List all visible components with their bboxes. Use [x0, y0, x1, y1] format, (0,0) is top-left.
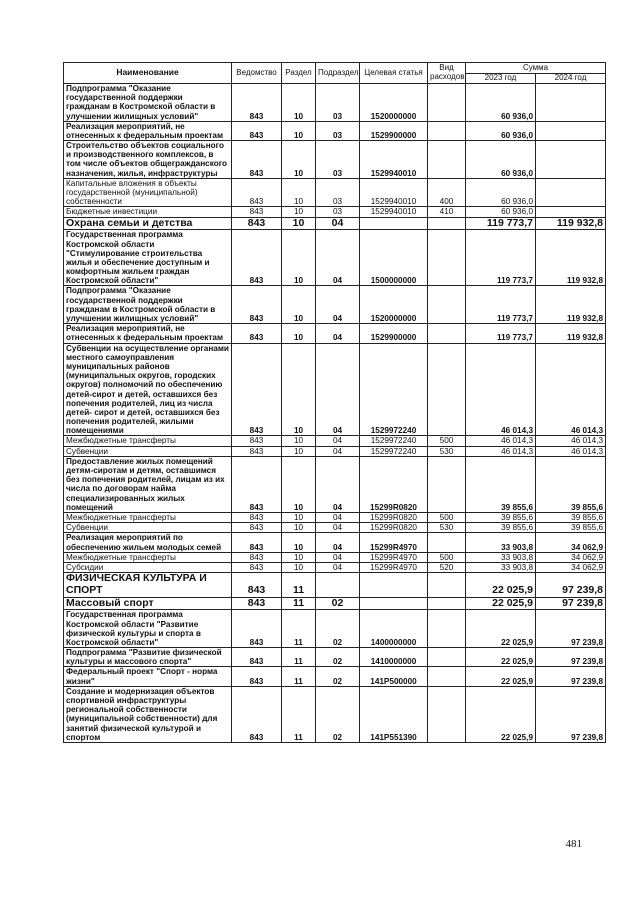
- cell-expense: [428, 533, 466, 552]
- cell-target: 1529940010: [360, 178, 428, 207]
- cell-name: Реализация мероприятий по обеспечению жильем молодых семей: [64, 533, 232, 552]
- table-row: [64, 552, 606, 562]
- cell-dept: 843: [232, 573, 282, 598]
- cell-name: Межбюджетные трансферты: [64, 512, 232, 522]
- header-year-2023: 2023 год: [466, 74, 536, 84]
- cell-expense: [428, 573, 466, 598]
- cell-expense: [428, 610, 466, 648]
- cell-sum-2024: [536, 121, 606, 140]
- cell-subsection: 03: [316, 141, 360, 179]
- cell-subsection: 02: [316, 686, 360, 742]
- header-section: Раздел: [282, 63, 316, 84]
- cell-subsection: 04: [316, 512, 360, 522]
- cell-subsection: 02: [316, 610, 360, 648]
- cell-dept: 843: [232, 436, 282, 446]
- cell-subsection: 03: [316, 121, 360, 140]
- budget-table: [63, 62, 606, 743]
- cell-subsection: 03: [316, 83, 360, 121]
- cell-sum-2024: [536, 207, 606, 217]
- cell-section: 11: [282, 610, 316, 648]
- header-name: Наименование: [64, 63, 232, 84]
- cell-sum-2023: 33 903,8: [466, 552, 536, 562]
- cell-sum-2024: 119 932,8: [536, 286, 606, 324]
- cell-sum-2024: 119 932,8: [536, 217, 606, 230]
- cell-subsection: 04: [316, 456, 360, 512]
- cell-expense: [428, 456, 466, 512]
- cell-expense: [428, 83, 466, 121]
- cell-target: 1410000000: [360, 648, 428, 667]
- cell-sum-2024: 34 062,9: [536, 552, 606, 562]
- cell-expense: [428, 324, 466, 343]
- cell-sum-2024: 97 239,8: [536, 610, 606, 648]
- table-row: [64, 573, 606, 598]
- cell-name: Субвенции: [64, 523, 232, 533]
- cell-expense: [428, 343, 466, 436]
- cell-sum-2024: 46 014,3: [536, 343, 606, 436]
- cell-dept: 843: [232, 324, 282, 343]
- cell-section: 10: [282, 141, 316, 179]
- cell-section: 10: [282, 512, 316, 522]
- header-subsection: Подраздел: [316, 63, 360, 84]
- table-row: [64, 230, 606, 286]
- cell-name: Субвенции на осуществление органами местного самоуправления муниципальных районов (муниципальных округов, городских округов) полномочий по обеспечению детей-сирот и детей, оставшихся без попечения родителей, лиц из числа детей- сирот и детей, оставшихся без попечения родителей, жилыми помещениями: [64, 343, 232, 436]
- cell-sum-2024: 97 239,8: [536, 597, 606, 610]
- cell-section: 10: [282, 523, 316, 533]
- table-row: [64, 178, 606, 207]
- cell-sum-2024: 39 855,6: [536, 512, 606, 522]
- cell-expense: 500: [428, 552, 466, 562]
- cell-section: 10: [282, 207, 316, 217]
- cell-dept: 843: [232, 562, 282, 572]
- cell-dept: 843: [232, 121, 282, 140]
- cell-target: 1529940010: [360, 141, 428, 179]
- cell-sum-2023: 60 936,0: [466, 178, 536, 207]
- table-row: [64, 533, 606, 552]
- cell-sum-2023: 60 936,0: [466, 207, 536, 217]
- cell-target: 1520000000: [360, 83, 428, 121]
- cell-dept: 843: [232, 141, 282, 179]
- cell-sum-2024: 119 932,8: [536, 324, 606, 343]
- cell-expense: [428, 121, 466, 140]
- cell-expense: [428, 686, 466, 742]
- cell-sum-2024: 97 239,8: [536, 686, 606, 742]
- cell-target: 15299R4970: [360, 562, 428, 572]
- header-year-2024: 2024 год: [536, 74, 606, 84]
- cell-dept: 843: [232, 230, 282, 286]
- cell-target: 1400000000: [360, 610, 428, 648]
- cell-subsection: 04: [316, 446, 360, 456]
- cell-section: 10: [282, 436, 316, 446]
- cell-sum-2024: 97 239,8: [536, 573, 606, 598]
- table-row: [64, 686, 606, 742]
- cell-section: 11: [282, 597, 316, 610]
- table-row: [64, 667, 606, 686]
- cell-section: 10: [282, 217, 316, 230]
- cell-dept: 843: [232, 533, 282, 552]
- cell-sum-2024: 39 855,6: [536, 456, 606, 512]
- cell-subsection: 04: [316, 217, 360, 230]
- cell-sum-2023: 119 773,7: [466, 324, 536, 343]
- cell-section: 10: [282, 552, 316, 562]
- cell-target: [360, 573, 428, 598]
- table-header: [64, 63, 606, 84]
- table-row: [64, 324, 606, 343]
- page-number: 481: [565, 838, 582, 850]
- cell-sum-2023: 60 936,0: [466, 83, 536, 121]
- cell-name: Капитальные вложения в объекты государственной (муниципальной) собственности: [64, 178, 232, 207]
- table-row: [64, 648, 606, 667]
- cell-subsection: 04: [316, 324, 360, 343]
- table-row: [64, 523, 606, 533]
- cell-target: 1529972240: [360, 446, 428, 456]
- cell-expense: [428, 217, 466, 230]
- cell-sum-2024: 97 239,8: [536, 667, 606, 686]
- table-row: [64, 597, 606, 610]
- cell-expense: [428, 230, 466, 286]
- table-row: [64, 141, 606, 179]
- cell-sum-2024: [536, 141, 606, 179]
- cell-sum-2023: 46 014,3: [466, 436, 536, 446]
- cell-name: Федеральный проект "Спорт - норма жизни": [64, 667, 232, 686]
- cell-sum-2023: 39 855,6: [466, 523, 536, 533]
- cell-subsection: 04: [316, 230, 360, 286]
- cell-section: 10: [282, 286, 316, 324]
- cell-dept: 843: [232, 446, 282, 456]
- table-row: [64, 286, 606, 324]
- cell-sum-2024: 97 239,8: [536, 648, 606, 667]
- cell-sum-2024: 34 062,9: [536, 533, 606, 552]
- cell-sum-2023: 119 773,7: [466, 230, 536, 286]
- cell-section: 10: [282, 83, 316, 121]
- cell-sum-2023: 119 773,7: [466, 217, 536, 230]
- header-expense: Вид расходов: [428, 63, 466, 84]
- cell-name: Создание и модернизация объектов спортивной инфраструктуры региональной собственности (муниципальной собственности) для занятий физической культурой и спортом: [64, 686, 232, 742]
- cell-name: Государственная программа Костромской области "Развитие физической культуры и спорта в Костромской области": [64, 610, 232, 648]
- cell-subsection: 04: [316, 523, 360, 533]
- header-target: Целевая статья: [360, 63, 428, 84]
- cell-target: 141P500000: [360, 667, 428, 686]
- cell-sum-2023: 22 025,9: [466, 667, 536, 686]
- cell-subsection: 04: [316, 562, 360, 572]
- cell-name: Подпрограмма "Оказание государственной поддержки гражданам в Костромской области в улучшении жилищных условий": [64, 83, 232, 121]
- cell-sum-2023: 33 903,8: [466, 562, 536, 572]
- cell-sum-2024: 39 855,6: [536, 523, 606, 533]
- table-row: [64, 83, 606, 121]
- cell-expense: [428, 667, 466, 686]
- cell-target: 15299R4970: [360, 552, 428, 562]
- cell-expense: 500: [428, 512, 466, 522]
- cell-expense: [428, 648, 466, 667]
- cell-subsection: 04: [316, 343, 360, 436]
- cell-name: Подпрограмма "Оказание государственной поддержки гражданам в Костромской области в улучшении жилищных условий": [64, 286, 232, 324]
- cell-sum-2024: [536, 83, 606, 121]
- table-row: [64, 512, 606, 522]
- cell-expense: [428, 141, 466, 179]
- cell-name: Реализация мероприятий, не отнесенных к федеральным проектам: [64, 121, 232, 140]
- cell-dept: 843: [232, 178, 282, 207]
- table-row: [64, 436, 606, 446]
- cell-name: Охрана семьи и детства: [64, 217, 232, 230]
- cell-dept: 843: [232, 343, 282, 436]
- cell-subsection: 04: [316, 436, 360, 446]
- cell-subsection: 02: [316, 597, 360, 610]
- cell-subsection: 04: [316, 533, 360, 552]
- cell-dept: 843: [232, 217, 282, 230]
- cell-subsection: 02: [316, 648, 360, 667]
- cell-sum-2023: 39 855,6: [466, 456, 536, 512]
- cell-name: Массовый спорт: [64, 597, 232, 610]
- cell-subsection: 03: [316, 207, 360, 217]
- cell-target: 1529940010: [360, 207, 428, 217]
- table-row: [64, 121, 606, 140]
- table-row: [64, 456, 606, 512]
- table-body: [64, 83, 606, 742]
- cell-target: 1529972240: [360, 436, 428, 446]
- cell-section: 10: [282, 121, 316, 140]
- cell-name: Субсидии: [64, 562, 232, 572]
- cell-sum-2023: 46 014,3: [466, 343, 536, 436]
- cell-sum-2023: 119 773,7: [466, 286, 536, 324]
- header-dept: Ведомство: [232, 63, 282, 84]
- cell-name: Межбюджетные трансферты: [64, 552, 232, 562]
- cell-section: 10: [282, 343, 316, 436]
- cell-sum-2024: 119 932,8: [536, 230, 606, 286]
- cell-sum-2023: 39 855,6: [466, 512, 536, 522]
- cell-dept: 843: [232, 83, 282, 121]
- cell-expense: [428, 286, 466, 324]
- cell-sum-2023: 22 025,9: [466, 597, 536, 610]
- cell-target: 15299R0820: [360, 456, 428, 512]
- cell-sum-2024: 34 062,9: [536, 562, 606, 572]
- cell-expense: 500: [428, 436, 466, 446]
- cell-name: Субвенции: [64, 446, 232, 456]
- cell-sum-2023: 60 936,0: [466, 141, 536, 179]
- cell-dept: 843: [232, 456, 282, 512]
- cell-name: ФИЗИЧЕСКАЯ КУЛЬТУРА И СПОРТ: [64, 573, 232, 598]
- cell-sum-2023: 22 025,9: [466, 573, 536, 598]
- cell-expense: 400: [428, 178, 466, 207]
- cell-target: 1520000000: [360, 286, 428, 324]
- cell-name: Государственная программа Костромской области "Стимулирование строительства жилья и обеспечение доступным и комфортным жильем граждан Костромской области": [64, 230, 232, 286]
- cell-section: 11: [282, 686, 316, 742]
- cell-target: [360, 597, 428, 610]
- cell-target: 15299R0820: [360, 512, 428, 522]
- cell-expense: 520: [428, 562, 466, 572]
- cell-dept: 843: [232, 523, 282, 533]
- cell-dept: 843: [232, 667, 282, 686]
- cell-target: 1529900000: [360, 121, 428, 140]
- cell-subsection: [316, 573, 360, 598]
- table-row: [64, 562, 606, 572]
- table-row: [64, 207, 606, 217]
- cell-expense: 410: [428, 207, 466, 217]
- cell-name: Бюджетные инвестиции: [64, 207, 232, 217]
- cell-section: 11: [282, 648, 316, 667]
- header-sum: Сумма: [466, 63, 606, 74]
- table-row: [64, 217, 606, 230]
- table-row: [64, 446, 606, 456]
- cell-sum-2023: 46 014,3: [466, 446, 536, 456]
- cell-sum-2023: 22 025,9: [466, 648, 536, 667]
- cell-sum-2023: 60 936,0: [466, 121, 536, 140]
- cell-name: Строительство объектов социального и производственного комплексов, в том числе объектов общегражданского назначения, жилья, инфраструктуры: [64, 141, 232, 179]
- cell-section: 10: [282, 230, 316, 286]
- cell-expense: [428, 597, 466, 610]
- cell-subsection: 02: [316, 667, 360, 686]
- cell-target: [360, 217, 428, 230]
- table-row: [64, 343, 606, 436]
- cell-target: 15299R0820: [360, 523, 428, 533]
- cell-expense: 530: [428, 446, 466, 456]
- cell-dept: 843: [232, 648, 282, 667]
- cell-section: 10: [282, 178, 316, 207]
- cell-name: Реализация мероприятий, не отнесенных к федеральным проектам: [64, 324, 232, 343]
- cell-dept: 843: [232, 286, 282, 324]
- cell-subsection: 04: [316, 552, 360, 562]
- cell-sum-2023: 22 025,9: [466, 686, 536, 742]
- cell-name: Подпрограмма "Развитие физической культуры и массового спорта": [64, 648, 232, 667]
- cell-target: 1529900000: [360, 324, 428, 343]
- cell-sum-2024: [536, 178, 606, 207]
- cell-dept: 843: [232, 207, 282, 217]
- cell-sum-2024: 46 014,3: [536, 446, 606, 456]
- cell-name: Межбюджетные трансферты: [64, 436, 232, 446]
- cell-subsection: 03: [316, 178, 360, 207]
- cell-section: 10: [282, 456, 316, 512]
- cell-target: 141P551390: [360, 686, 428, 742]
- cell-section: 11: [282, 573, 316, 598]
- cell-dept: 843: [232, 610, 282, 648]
- cell-target: 15299R4970: [360, 533, 428, 552]
- cell-section: 10: [282, 562, 316, 572]
- cell-section: 10: [282, 324, 316, 343]
- cell-dept: 843: [232, 597, 282, 610]
- cell-dept: 843: [232, 512, 282, 522]
- cell-dept: 843: [232, 686, 282, 742]
- cell-section: 11: [282, 667, 316, 686]
- cell-section: 10: [282, 533, 316, 552]
- cell-expense: 530: [428, 523, 466, 533]
- cell-name: Предоставление жилых помещений детям-сиротам и детям, оставшимся без попечения родителей, лицам из их числа по договорам найма специализированных жилых помещений: [64, 456, 232, 512]
- cell-sum-2023: 33 903,8: [466, 533, 536, 552]
- cell-sum-2023: 22 025,9: [466, 610, 536, 648]
- table-row: [64, 610, 606, 648]
- cell-target: 1500000000: [360, 230, 428, 286]
- cell-section: 10: [282, 446, 316, 456]
- cell-subsection: 04: [316, 286, 360, 324]
- cell-dept: 843: [232, 552, 282, 562]
- cell-sum-2024: 46 014,3: [536, 436, 606, 446]
- cell-target: 1529972240: [360, 343, 428, 436]
